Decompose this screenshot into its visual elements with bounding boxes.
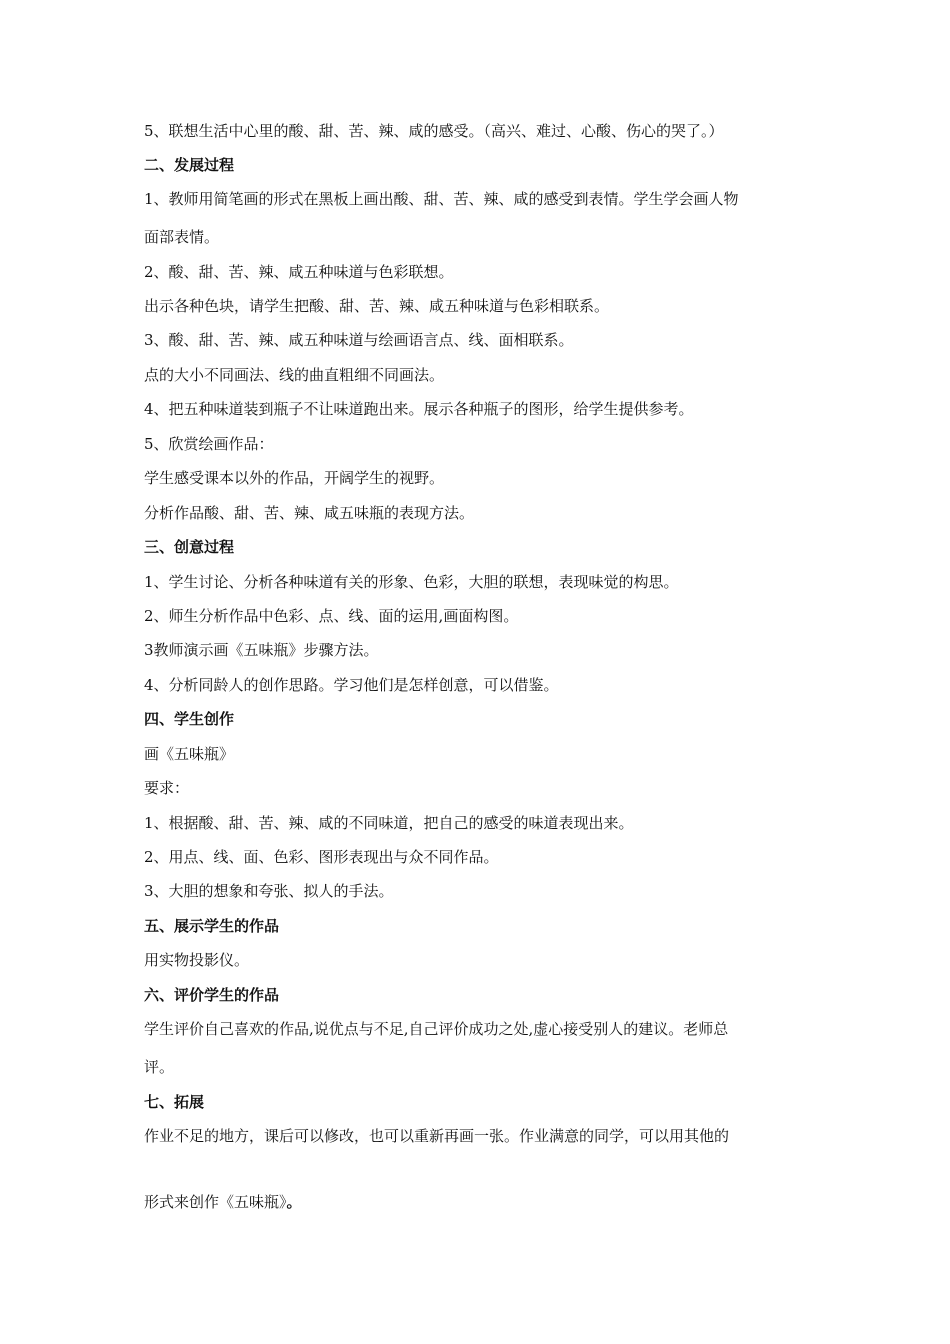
paragraph-line: 学生感受课本以外的作品，开阔学生的视野。 (144, 469, 445, 487)
paragraph-line: 画《五味瓶》 (144, 745, 235, 763)
paragraph-line: 2、酸、甜、苦、辣、咸五种味道与色彩联想。 (144, 263, 454, 281)
paragraph-line: 1、学生讨论、分析各种味道有关的形象、色彩，大胆的联想，表现味觉的构思。 (144, 573, 679, 591)
paragraph-line: 3、大胆的想象和夸张、拟人的手法。 (144, 882, 394, 900)
section-heading: 四、学生创作 (144, 710, 235, 728)
paragraph-text: 形式来创作《五味瓶》 (144, 1193, 287, 1211)
section-heading: 七、拓展 (144, 1093, 205, 1111)
paragraph-line: 2、师生分析作品中色彩、点、线、面的运用,画面构图。 (144, 607, 519, 625)
paragraph-line (144, 1192, 814, 1212)
paragraph-line: 5、欣赏绘画作品： (144, 435, 274, 453)
paragraph-line: 分析作品酸、甜、苦、辣、咸五味瓶的表现方法。 (144, 504, 475, 522)
paragraph-line: 1、根据酸、甜、苦、辣、咸的不同味道，把自己的感受的味道表现出来。 (144, 814, 634, 832)
paragraph-line: 作业不足的地方，课后可以修改，也可以重新再画一张。作业满意的同学，可以用其他的 (144, 1127, 730, 1145)
paragraph-line: 要求： (144, 779, 190, 797)
paragraph-line: 2、用点、线、面、色彩、图形表现出与众不同作品。 (144, 848, 499, 866)
end-punctuation: 。 (286, 1193, 302, 1211)
paragraph-line: 面部表情。 (144, 228, 220, 246)
paragraph-line: 点的大小不同画法、线的曲直粗细不同画法。 (144, 366, 445, 384)
paragraph-line: 4、分析同龄人的创作思路。学习他们是怎样创意，可以借鉴。 (144, 676, 559, 694)
paragraph-line: 用实物投影仪。 (144, 951, 250, 969)
section-heading: 二、发展过程 (144, 156, 235, 174)
paragraph-line: 3、酸、甜、苦、辣、咸五种味道与绘画语言点、线、面相联系。 (144, 331, 574, 349)
paragraph-line: 1、教师用简笔画的形式在黑板上画出酸、甜、苦、辣、咸的感受到表情。学生学会画人物 (144, 190, 739, 208)
paragraph-line: 5、联想生活中心里的酸、甜、苦、辣、咸的感受。（高兴、难过、心酸、伤心的哭了。） (144, 122, 724, 140)
section-heading: 六、评价学生的作品 (144, 986, 280, 1004)
paragraph-line: 4、把五种味道装到瓶子不让味道跑出来。展示各种瓶子的图形，给学生提供参考。 (144, 400, 694, 418)
paragraph-line: 学生评价自己喜欢的作品,说优点与不足,自己评价成功之处,虚心接受别人的建议。老师总 (144, 1020, 729, 1038)
paragraph-line: 3教师演示画《五味瓶》步骤方法。 (144, 641, 379, 659)
section-heading: 三、创意过程 (144, 538, 235, 556)
paragraph-line: 评。 (144, 1058, 175, 1076)
section-heading: 五、展示学生的作品 (144, 917, 280, 935)
paragraph-line: 出示各种色块，请学生把酸、甜、苦、辣、咸五种味道与色彩相联系。 (144, 297, 610, 315)
